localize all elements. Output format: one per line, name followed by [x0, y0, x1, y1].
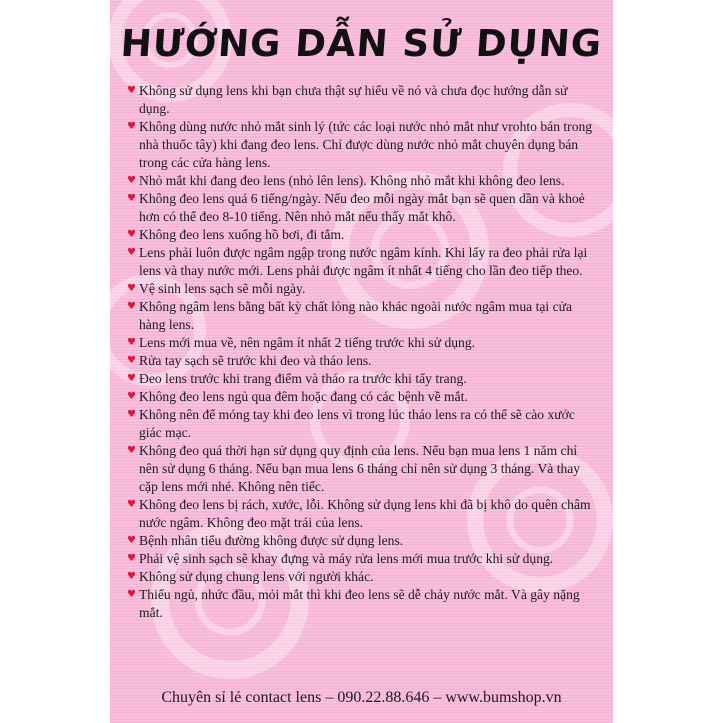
heart-icon: ♥	[127, 409, 136, 420]
list-item-text: Không sử dụng lens khi bạn chưa thật sự hiểu về nó và chưa đọc hướng dẫn sử dụng.	[139, 83, 568, 116]
rules-list	[127, 82, 597, 622]
list-item-text: Không đeo lens quá 6 tiếng/ngày. Nếu đeo mỗi ngày mắt bạn sẽ quen dần và khoẻ hơn có thể đeo 8-10 tiếng. Nên nhỏ mắt nếu thấy mắt khô.	[139, 191, 585, 224]
heart-icon: ♥	[127, 499, 136, 510]
list-item-text: Vệ sinh lens sạch sẽ mỗi ngày.	[139, 281, 306, 296]
heart-icon: ♥	[127, 85, 136, 96]
list-item	[127, 172, 597, 190]
heart-icon: ♥	[127, 391, 136, 402]
heart-icon: ♥	[127, 337, 136, 348]
list-item-text: Không sử dụng chung lens với người khác.	[139, 569, 374, 584]
list-item	[127, 280, 597, 298]
contact-footer: Chuyên sỉ lẻ contact lens – 090.22.88.646 – www.bumshop.vn	[161, 689, 562, 706]
heart-icon: ♥	[127, 193, 136, 204]
heart-icon: ♥	[127, 301, 136, 312]
heart-icon: ♥	[127, 175, 136, 186]
heart-icon: ♥	[127, 553, 136, 564]
page-title: HƯỚNG DẪN SỬ DỤNG	[119, 22, 604, 65]
list-item-text: Không đeo quá thời hạn sử dụng quy định của lens. Nếu bạn mua lens 1 năm chỉ nên sử dụng 6 tháng. Nếu bạn mua lens 6 tháng chỉ nên sử dụng 3 tháng. Và thay cặp lens mới nhé. Không nên tiếc.	[139, 443, 581, 494]
list-item	[127, 82, 597, 118]
list-item	[127, 352, 597, 370]
list-item-text: Lens mới mua về, nên ngâm ít nhất 2 tiếng trước khi sử dụng.	[139, 335, 476, 350]
list-item-text: Không nên để móng tay khi đeo lens vì trong lúc tháo lens ra có thể sẽ cào xước giác mạc.	[139, 407, 575, 440]
list-item-text: Không đeo lens xuống hồ bơi, đi tắm.	[139, 227, 345, 242]
list-item	[127, 532, 597, 550]
list-item	[127, 298, 597, 334]
list-item	[127, 496, 597, 532]
list-item	[127, 586, 597, 622]
list-item-text: Đeo lens trước khi trang điểm và tháo ra trước khi tẩy trang.	[139, 371, 467, 386]
list-item	[127, 568, 597, 586]
heart-icon: ♥	[127, 535, 136, 546]
list-item	[127, 370, 597, 388]
heart-icon: ♥	[127, 589, 136, 600]
list-item	[127, 334, 597, 352]
list-item-text: Rửa tay sạch sẽ trước khi đeo và tháo lens.	[139, 353, 372, 368]
list-item-text: Phải vệ sinh sạch sẽ khay đựng và máy rửa lens mới mua trước khi sử dụng.	[139, 551, 554, 566]
list-item	[127, 226, 597, 244]
list-item	[127, 190, 597, 226]
list-item-text: Không ngâm lens bằng bất kỳ chất lỏng nào khác ngoài nước ngâm mua tại cửa hàng lens.	[139, 299, 573, 332]
heart-icon: ♥	[127, 247, 136, 258]
list-item	[127, 550, 597, 568]
heart-icon: ♥	[127, 283, 136, 294]
heart-icon: ♥	[127, 355, 136, 366]
list-item-text: Không dùng nước nhỏ mắt sinh lý (tức các loại nước nhỏ mắt như vrohto bán trong nhà thuốc tây) khi đang đeo lens. Chỉ được dùng nước nhỏ mắt chuyên dụng bán trong các cửa hàng lens.	[139, 119, 593, 170]
list-item	[127, 118, 597, 172]
heart-icon: ♥	[127, 571, 136, 582]
list-item	[127, 244, 597, 280]
list-item-text: Thiếu ngủ, nhức đầu, mỏi mắt thì khi đeo lens sẽ dễ chảy nước mắt. Và gây nặng mắt.	[139, 587, 580, 620]
heart-icon: ♥	[127, 373, 136, 384]
list-item-text: Không đeo lens ngủ qua đêm hoặc đang có các bệnh về mắt.	[139, 389, 468, 404]
list-item-text: Không đeo lens bị rách, xước, lỗi. Không sử dụng lens khi đã bị khô do quên châm nước ngâm. Không đeo mặt trái của lens.	[139, 497, 591, 530]
heart-icon: ♥	[127, 445, 136, 456]
list-item	[127, 388, 597, 406]
list-item	[127, 442, 597, 496]
list-item-text: Lens phải luôn được ngâm ngập trong nước ngâm kính. Khi lấy ra đeo phải rửa lại lens và thay nước mới. Lens phải được ngâm ít nhất 4 tiếng cho lần đeo tiếp theo.	[139, 245, 588, 278]
instruction-poster	[110, 0, 613, 723]
heart-icon: ♥	[127, 229, 136, 240]
list-item-text: Bệnh nhân tiểu đường không được sử dụng lens.	[139, 533, 404, 548]
list-item	[127, 406, 597, 442]
list-item-text: Nhỏ mắt khi đang đeo lens (nhỏ lên lens). Không nhỏ mắt khi không đeo lens.	[139, 173, 565, 188]
heart-icon: ♥	[127, 121, 136, 132]
